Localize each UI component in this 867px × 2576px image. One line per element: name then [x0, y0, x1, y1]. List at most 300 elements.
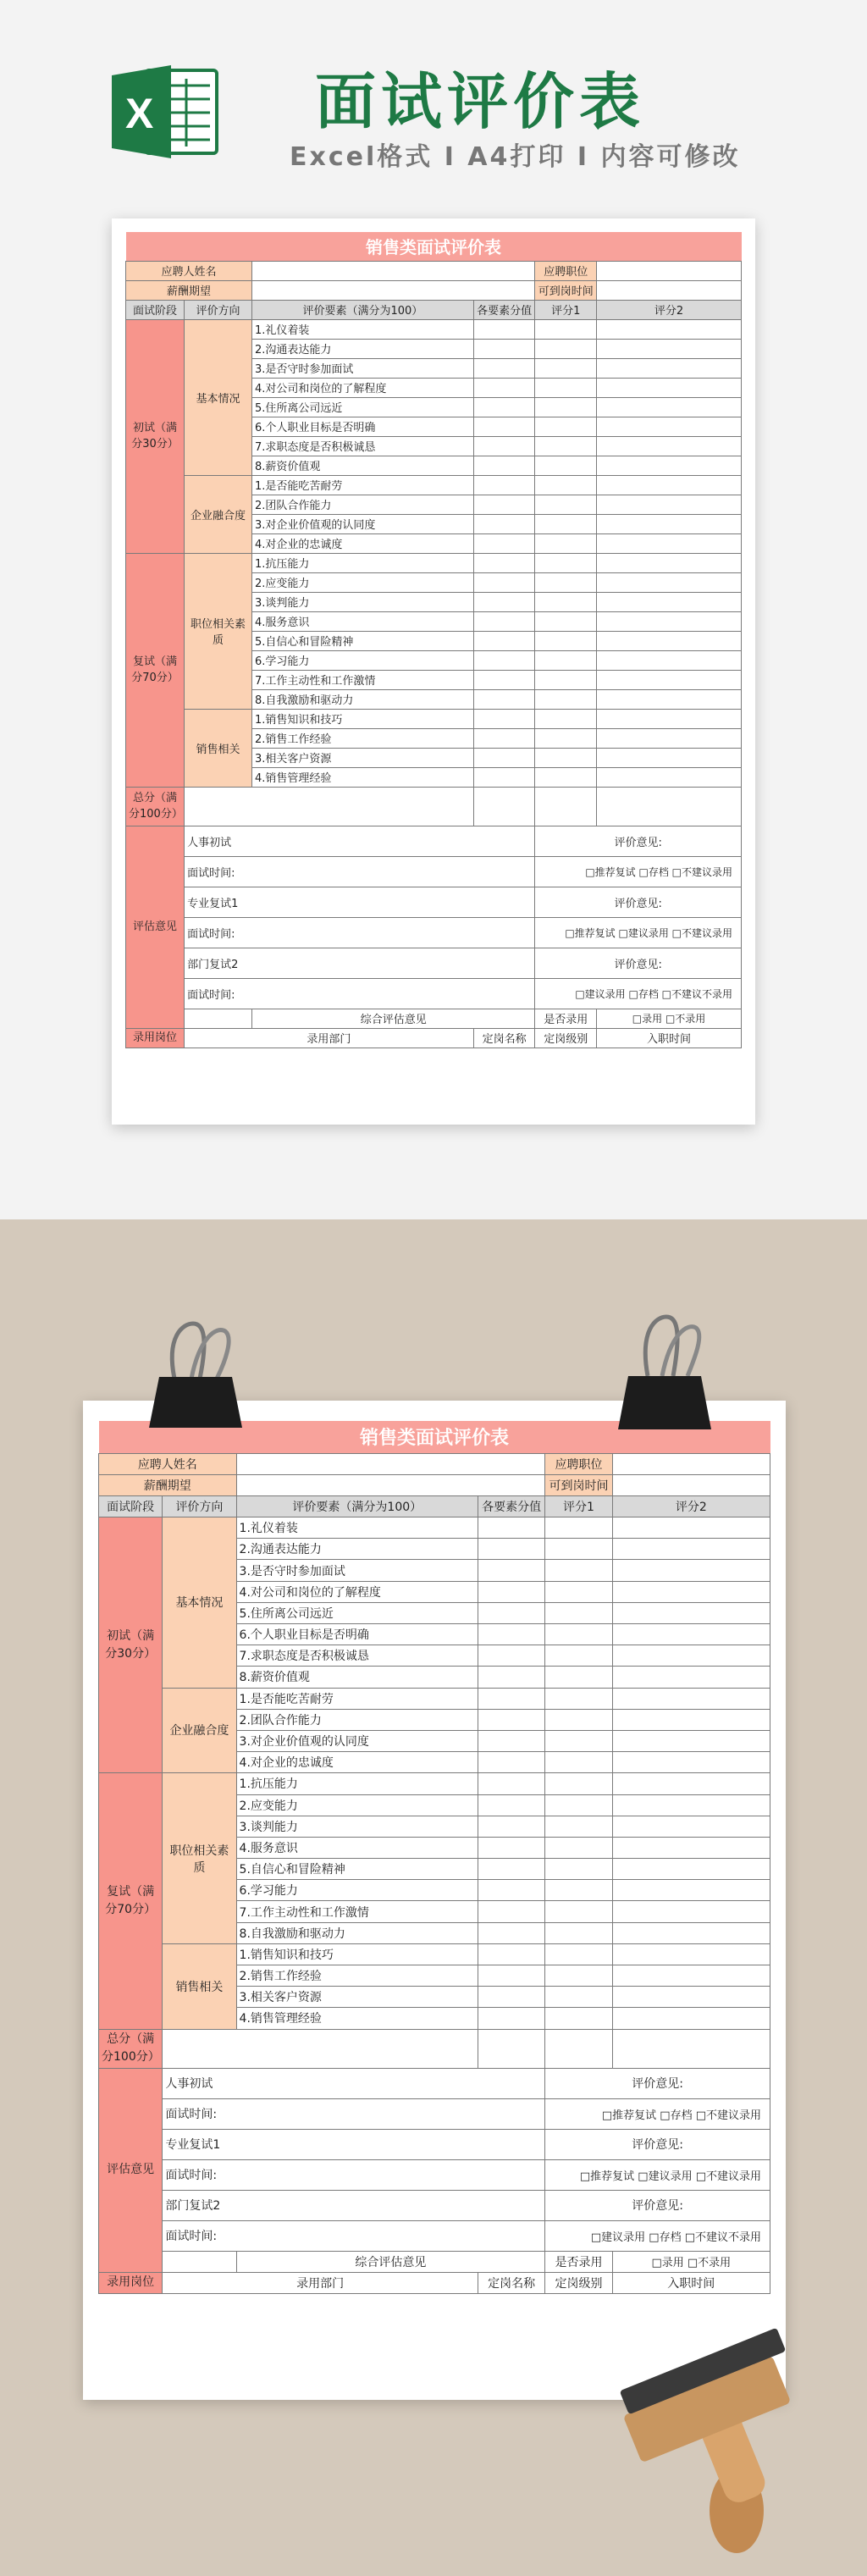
eval-opinion: 评价意见:: [535, 887, 742, 917]
item-label: 2.团队合作能力: [236, 1709, 478, 1730]
eval-pro: 专业复试1: [185, 887, 535, 917]
eval-label: 评估意见: [99, 2068, 163, 2272]
table-row: [99, 1688, 770, 1709]
name-label: 应聘人姓名: [126, 261, 252, 280]
score1-cell[interactable]: [545, 1943, 612, 1965]
score-cell[interactable]: [478, 1922, 545, 1943]
eval-dept: 部门复试2: [185, 948, 535, 978]
score1-cell[interactable]: [545, 1581, 612, 1602]
header-score-each: 各要素分值: [478, 1495, 545, 1517]
score2-cell[interactable]: [597, 378, 742, 397]
eval-opinion: 评价意见:: [545, 2129, 770, 2159]
form-caption: 销售类面试评价表: [126, 232, 742, 261]
evaluation-table: [125, 232, 742, 1048]
eval-row: [99, 2190, 770, 2220]
sheet: [125, 232, 742, 1048]
score1-cell[interactable]: [545, 1859, 612, 1880]
score1-cell[interactable]: [535, 650, 597, 670]
score-cell[interactable]: [473, 358, 535, 378]
eval-time: 面试时间:: [163, 2159, 545, 2190]
score2-cell[interactable]: [612, 1602, 770, 1623]
score-cell[interactable]: [478, 1837, 545, 1858]
total-label: 总分（满分100分）: [99, 2029, 163, 2068]
score2-cell[interactable]: [597, 417, 742, 436]
score2-cell[interactable]: [612, 1859, 770, 1880]
table-row: [126, 319, 742, 339]
position-field[interactable]: [612, 1453, 770, 1474]
total-score[interactable]: [473, 787, 535, 826]
hire-options[interactable]: □录用 □不录用: [612, 2251, 770, 2272]
item-label: 7.工作主动性和工作激情: [252, 670, 474, 689]
total-score2[interactable]: [612, 2029, 770, 2068]
score2-cell[interactable]: [612, 1730, 770, 1751]
item-label: 3.谈判能力: [236, 1816, 478, 1837]
total-field[interactable]: [185, 787, 474, 826]
score2-cell[interactable]: [612, 1688, 770, 1709]
score1-cell[interactable]: [535, 592, 597, 611]
score-cell[interactable]: [473, 495, 535, 514]
date-field[interactable]: [612, 1474, 770, 1495]
eval-opts3[interactable]: □建议录用 □存档 □不建议不录用: [545, 2220, 770, 2251]
item-label: 7.求职态度是否积极诚恳: [252, 436, 474, 456]
score2-cell[interactable]: [597, 572, 742, 592]
score-cell[interactable]: [473, 650, 535, 670]
table-row: [99, 1517, 770, 1539]
score1-cell[interactable]: [535, 436, 597, 456]
score1-cell[interactable]: [545, 1667, 612, 1688]
score1-cell[interactable]: [545, 1560, 612, 1581]
direction-label: 职位相关素质: [163, 1773, 236, 1944]
date-label: 可到岗时间: [545, 1474, 612, 1495]
eval-time: 面试时间:: [185, 917, 535, 948]
score-cell[interactable]: [473, 378, 535, 397]
table-row: [126, 553, 742, 572]
item-label: 3.是否守时参加面试: [252, 358, 474, 378]
item-label: 5.自信心和冒险精神: [252, 631, 474, 650]
eval-opinion: 评价意见:: [535, 826, 742, 856]
table-row: [126, 709, 742, 728]
score2-cell[interactable]: [612, 1709, 770, 1730]
header-score1: 评分1: [535, 300, 597, 319]
salary-field[interactable]: [252, 280, 535, 300]
direction-label: 销售相关: [185, 709, 252, 787]
score-cell[interactable]: [473, 475, 535, 495]
header-items: 评价要素（满分为100）: [252, 300, 474, 319]
item-label: 3.相关客户资源: [252, 748, 474, 767]
score-cell[interactable]: [473, 397, 535, 417]
score1-cell[interactable]: [535, 748, 597, 767]
score-cell[interactable]: [473, 611, 535, 631]
score1-cell[interactable]: [545, 1688, 612, 1709]
score1-cell[interactable]: [535, 611, 597, 631]
name-field[interactable]: [236, 1453, 545, 1474]
position-field[interactable]: [597, 261, 742, 280]
excel-icon: [112, 62, 220, 162]
item-label: 3.相关客户资源: [236, 1987, 478, 2008]
score2-cell[interactable]: [597, 689, 742, 709]
eval-row: [99, 2159, 770, 2190]
score-cell[interactable]: [478, 1539, 545, 1560]
summary-label: 综合评估意见: [236, 2251, 545, 2272]
total-score1[interactable]: [545, 2029, 612, 2068]
salary-field[interactable]: [236, 1474, 545, 1495]
score1-cell[interactable]: [535, 728, 597, 748]
score1-cell[interactable]: [545, 2008, 612, 2029]
score-cell[interactable]: [473, 417, 535, 436]
score2-cell[interactable]: [597, 709, 742, 728]
score-cell[interactable]: [473, 689, 535, 709]
score-cell[interactable]: [478, 1581, 545, 1602]
eval-time: 面试时间:: [185, 856, 535, 887]
header-direction: 评价方向: [185, 300, 252, 319]
score2-cell[interactable]: [612, 1560, 770, 1581]
score1-cell[interactable]: [535, 514, 597, 533]
header-score2: 评分2: [612, 1495, 770, 1517]
score-cell[interactable]: [478, 1987, 545, 2008]
score2-cell[interactable]: [597, 553, 742, 572]
item-label: 6.学习能力: [236, 1880, 478, 1901]
score2-cell[interactable]: [597, 631, 742, 650]
item-label: 1.销售知识和技巧: [252, 709, 474, 728]
score2-cell[interactable]: [597, 514, 742, 533]
score1-cell[interactable]: [545, 1539, 612, 1560]
footer-dept: 录用部门: [163, 2272, 478, 2293]
summary-label: 综合评估意见: [252, 1009, 535, 1028]
direction-label: 基本情况: [185, 319, 252, 475]
score2-cell[interactable]: [612, 1987, 770, 2008]
item-label: 2.销售工作经验: [252, 728, 474, 748]
score2-cell[interactable]: [612, 1837, 770, 1858]
score2-cell[interactable]: [597, 339, 742, 358]
score1-cell[interactable]: [545, 1624, 612, 1645]
header-score2: 评分2: [597, 300, 742, 319]
score1-cell[interactable]: [535, 358, 597, 378]
eval-time: 面试时间:: [185, 978, 535, 1009]
score-cell[interactable]: [478, 1602, 545, 1623]
score1-cell[interactable]: [545, 1922, 612, 1943]
score1-cell[interactable]: [535, 767, 597, 787]
score-cell[interactable]: [473, 319, 535, 339]
score2-cell[interactable]: [612, 1965, 770, 1987]
score1-cell[interactable]: [545, 1645, 612, 1667]
score-cell[interactable]: [478, 1645, 545, 1667]
name-label: 应聘人姓名: [99, 1453, 237, 1474]
hire-question: 是否录用: [535, 1009, 597, 1028]
binder-clip-icon: [141, 1319, 251, 1429]
salary-label: 薪酬期望: [99, 1474, 237, 1495]
score2-cell[interactable]: [597, 436, 742, 456]
eval-opts1[interactable]: □推荐复试 □存档 □不建议录用: [545, 2098, 770, 2129]
score1-cell[interactable]: [535, 417, 597, 436]
score-cell[interactable]: [478, 1943, 545, 1965]
score2-cell[interactable]: [597, 748, 742, 767]
score1-cell[interactable]: [545, 1987, 612, 2008]
eval-row: [126, 978, 742, 1009]
score2-cell[interactable]: [597, 358, 742, 378]
score1-cell[interactable]: [535, 533, 597, 553]
item-label: 5.自信心和冒险精神: [236, 1859, 478, 1880]
score1-cell[interactable]: [535, 378, 597, 397]
caption-row: [126, 232, 742, 261]
footer-level: 定岗级别: [535, 1028, 597, 1048]
score-cell[interactable]: [478, 1667, 545, 1688]
header-row: [126, 300, 742, 319]
item-label: 4.销售管理经验: [236, 2008, 478, 2029]
direction-label: 基本情况: [163, 1517, 236, 1689]
header-stage: 面试阶段: [99, 1495, 163, 1517]
score1-cell[interactable]: [535, 670, 597, 689]
item-label: 2.应变能力: [236, 1794, 478, 1816]
score2-cell[interactable]: [612, 1517, 770, 1539]
score-cell[interactable]: [473, 728, 535, 748]
score2-cell[interactable]: [612, 1667, 770, 1688]
item-label: 4.销售管理经验: [252, 767, 474, 787]
score2-cell[interactable]: [597, 397, 742, 417]
score1-cell[interactable]: [545, 1965, 612, 1987]
score1-cell[interactable]: [535, 631, 597, 650]
footer-date: 入职时间: [612, 2272, 770, 2293]
total-field[interactable]: [163, 2029, 478, 2068]
score1-cell[interactable]: [535, 339, 597, 358]
page-subtitle: Excel格式 I A4打印 I 内容可修改: [290, 142, 741, 172]
name-field[interactable]: [252, 261, 535, 280]
eval-row: [99, 2098, 770, 2129]
item-label: 6.学习能力: [252, 650, 474, 670]
eval-time: 面试时间:: [163, 2220, 545, 2251]
score-cell[interactable]: [478, 1816, 545, 1837]
hire-question: 是否录用: [545, 2251, 612, 2272]
score1-cell[interactable]: [535, 553, 597, 572]
item-label: 1.销售知识和技巧: [236, 1943, 478, 1965]
item-label: 1.抗压能力: [252, 553, 474, 572]
score-cell[interactable]: [473, 436, 535, 456]
score1-cell[interactable]: [545, 1602, 612, 1623]
score2-cell[interactable]: [612, 1581, 770, 1602]
score2-cell[interactable]: [597, 611, 742, 631]
position-label: 应聘职位: [545, 1453, 612, 1474]
total-score[interactable]: [478, 2029, 545, 2068]
stage-label: 初试（满分30分）: [126, 319, 185, 553]
score-cell[interactable]: [473, 767, 535, 787]
item-label: 1.礼仪着装: [236, 1517, 478, 1539]
form-preview-flat: [112, 218, 755, 1125]
score1-cell[interactable]: [545, 1517, 612, 1539]
score1-cell[interactable]: [545, 1773, 612, 1794]
score1-cell[interactable]: [545, 1837, 612, 1858]
item-label: 2.销售工作经验: [236, 1965, 478, 1987]
score-cell[interactable]: [473, 748, 535, 767]
eval-opts2[interactable]: □推荐复试 □建议录用 □不建议录用: [535, 917, 742, 948]
score2-cell[interactable]: [612, 1752, 770, 1773]
position-label: 应聘职位: [535, 261, 597, 280]
score2-cell[interactable]: [597, 319, 742, 339]
score-cell[interactable]: [478, 1709, 545, 1730]
score2-cell[interactable]: [612, 1943, 770, 1965]
eval-opts1[interactable]: □推荐复试 □存档 □不建议录用: [535, 856, 742, 887]
footer-pos: 录用岗位: [126, 1028, 185, 1048]
hire-options[interactable]: □录用 □不录用: [597, 1009, 742, 1028]
item-label: 6.个人职业目标是否明确: [252, 417, 474, 436]
score-cell[interactable]: [473, 553, 535, 572]
score-cell[interactable]: [478, 1965, 545, 1987]
evaluation-table: [98, 1421, 770, 2294]
score1-cell[interactable]: [535, 572, 597, 592]
summary-blank: [163, 2251, 236, 2272]
item-label: 2.应变能力: [252, 572, 474, 592]
score2-cell[interactable]: [597, 650, 742, 670]
table-row: [99, 1773, 770, 1794]
score-cell[interactable]: [478, 1880, 545, 1901]
score-cell[interactable]: [478, 1730, 545, 1751]
item-label: 5.住所离公司远近: [236, 1602, 478, 1623]
eval-row: [126, 826, 742, 856]
score1-cell[interactable]: [545, 1816, 612, 1837]
eval-time: 面试时间:: [163, 2098, 545, 2129]
page-title: 面试评价表: [315, 66, 646, 137]
eval-row: [99, 2068, 770, 2098]
table-row: [99, 1943, 770, 1965]
total-score2[interactable]: [597, 787, 742, 826]
score-cell[interactable]: [473, 533, 535, 553]
score2-cell[interactable]: [597, 533, 742, 553]
score2-cell[interactable]: [612, 1901, 770, 1922]
item-label: 3.对企业价值观的认同度: [252, 514, 474, 533]
score2-cell[interactable]: [597, 592, 742, 611]
eval-opinion: 评价意见:: [545, 2068, 770, 2098]
score-cell[interactable]: [473, 592, 535, 611]
score1-cell[interactable]: [545, 1880, 612, 1901]
score1-cell[interactable]: [535, 495, 597, 514]
item-label: 7.工作主动性和工作激情: [236, 1901, 478, 1922]
item-label: 8.自我激励和驱动力: [252, 689, 474, 709]
item-label: 7.求职态度是否积极诚恳: [236, 1645, 478, 1667]
item-label: 1.是否能吃苦耐劳: [236, 1688, 478, 1709]
direction-label: 职位相关素质: [185, 553, 252, 709]
score2-cell[interactable]: [612, 1624, 770, 1645]
score2-cell[interactable]: [597, 670, 742, 689]
score2-cell[interactable]: [597, 495, 742, 514]
header-direction: 评价方向: [163, 1495, 236, 1517]
footer-name: 定岗名称: [473, 1028, 535, 1048]
score-cell[interactable]: [478, 1688, 545, 1709]
score1-cell[interactable]: [535, 689, 597, 709]
score2-cell[interactable]: [597, 475, 742, 495]
score-cell[interactable]: [473, 572, 535, 592]
form-caption: 销售类面试评价表: [99, 1421, 770, 1453]
item-label: 3.谈判能力: [252, 592, 474, 611]
sheet: [98, 1421, 770, 2294]
score-cell[interactable]: [473, 339, 535, 358]
score2-cell[interactable]: [597, 767, 742, 787]
item-label: 3.是否守时参加面试: [236, 1560, 478, 1581]
score2-cell[interactable]: [612, 1539, 770, 1560]
item-label: 1.抗压能力: [236, 1773, 478, 1794]
score-cell[interactable]: [478, 1859, 545, 1880]
eval-opts3[interactable]: □建议录用 □存档 □不建议不录用: [535, 978, 742, 1009]
score-cell[interactable]: [478, 1773, 545, 1794]
eval-label: 评估意见: [126, 826, 185, 1028]
item-label: 4.对企业的忠诚度: [252, 533, 474, 553]
total-score1[interactable]: [535, 787, 597, 826]
score1-cell[interactable]: [545, 1730, 612, 1751]
score-cell[interactable]: [473, 631, 535, 650]
header-score-each: 各要素分值: [473, 300, 535, 319]
direction-label: 企业融合度: [185, 475, 252, 553]
item-label: 4.服务意识: [252, 611, 474, 631]
score2-cell[interactable]: [612, 1794, 770, 1816]
eval-row: [99, 2220, 770, 2251]
score-cell[interactable]: [478, 1517, 545, 1539]
stage-label: 初试（满分30分）: [99, 1517, 163, 1773]
eval-opts2[interactable]: □推荐复试 □建议录用 □不建议录用: [545, 2159, 770, 2190]
score-cell[interactable]: [478, 1560, 545, 1581]
header-stage: 面试阶段: [126, 300, 185, 319]
score2-cell[interactable]: [612, 1773, 770, 1794]
header-score1: 评分1: [545, 1495, 612, 1517]
eval-row: [126, 887, 742, 917]
eval-dept: 部门复试2: [163, 2190, 545, 2220]
item-label: 4.对企业的忠诚度: [236, 1752, 478, 1773]
score1-cell[interactable]: [545, 1752, 612, 1773]
score1-cell[interactable]: [545, 1709, 612, 1730]
salary-label: 薪酬期望: [126, 280, 252, 300]
eval-row: [126, 917, 742, 948]
score2-cell[interactable]: [597, 456, 742, 475]
item-label: 8.薪资价值观: [252, 456, 474, 475]
score-cell[interactable]: [473, 456, 535, 475]
score-cell[interactable]: [478, 1752, 545, 1773]
footer-pos: 录用岗位: [99, 2272, 163, 2293]
date-field[interactable]: [597, 280, 742, 300]
score1-cell[interactable]: [535, 709, 597, 728]
score2-cell[interactable]: [597, 728, 742, 748]
eval-row: [99, 2129, 770, 2159]
score-cell[interactable]: [478, 1624, 545, 1645]
score1-cell[interactable]: [545, 1794, 612, 1816]
eval-hr: 人事初试: [185, 826, 535, 856]
item-label: 2.团队合作能力: [252, 495, 474, 514]
score-cell[interactable]: [478, 1901, 545, 1922]
score-cell[interactable]: [473, 514, 535, 533]
footer-date: 入职时间: [597, 1028, 742, 1048]
item-label: 2.沟通表达能力: [252, 339, 474, 358]
logo-letter: X: [125, 90, 154, 137]
table-row: [126, 475, 742, 495]
score2-cell[interactable]: [612, 1645, 770, 1667]
score1-cell[interactable]: [545, 1901, 612, 1922]
score2-cell[interactable]: [612, 1816, 770, 1837]
eval-hr: 人事初试: [163, 2068, 545, 2098]
score1-cell[interactable]: [535, 397, 597, 417]
item-label: 1.礼仪着装: [252, 319, 474, 339]
score2-cell[interactable]: [612, 1922, 770, 1943]
score2-cell[interactable]: [612, 1880, 770, 1901]
stage-label: 复试（满分70分）: [99, 1773, 163, 2029]
score-cell[interactable]: [478, 2008, 545, 2029]
score2-cell[interactable]: [612, 2008, 770, 2029]
item-label: 6.个人职业目标是否明确: [236, 1624, 478, 1645]
score1-cell[interactable]: [535, 319, 597, 339]
score-cell[interactable]: [473, 709, 535, 728]
score-cell[interactable]: [473, 670, 535, 689]
eval-pro: 专业复试1: [163, 2129, 545, 2159]
score1-cell[interactable]: [535, 456, 597, 475]
eval-row: [126, 856, 742, 887]
item-label: 8.薪资价值观: [236, 1667, 478, 1688]
score-cell[interactable]: [478, 1794, 545, 1816]
footer-level: 定岗级别: [545, 2272, 612, 2293]
score1-cell[interactable]: [535, 475, 597, 495]
